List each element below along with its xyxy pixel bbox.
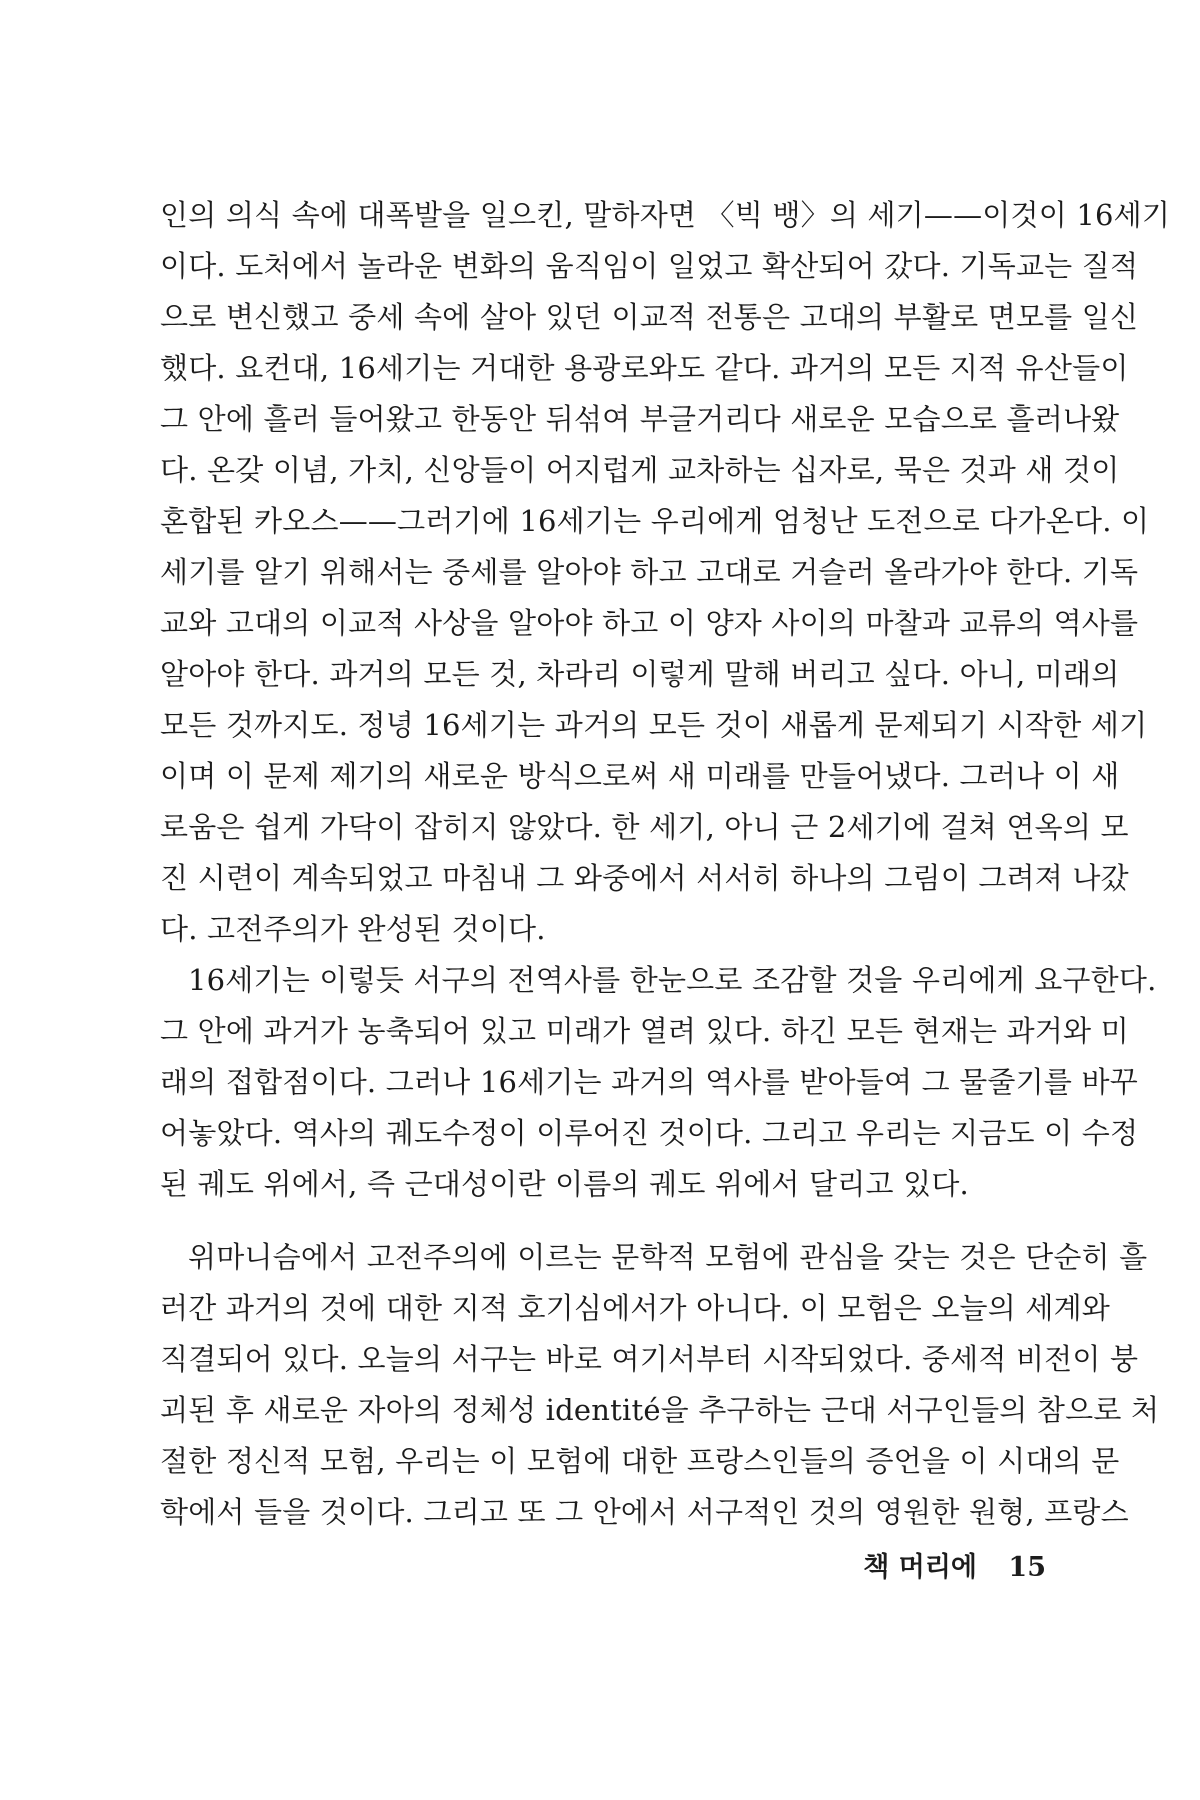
text-line: 래의 접합점이다. 그러나 16세기는 과거의 역사를 받아들여 그 물줄기를 바꾸	[160, 1065, 1138, 1099]
text-line: 진 시련이 계속되었고 마침내 그 와중에서 서서히 하나의 그림이 그려져 나갔	[160, 861, 1129, 895]
paragraph-2	[160, 955, 1157, 1210]
text-line: 교와 고대의 이교적 사상을 알아야 하고 이 양자 사이의 마찰과 교류의 역사를	[160, 606, 1139, 640]
text-line: 학에서 들을 것이다. 그리고 또 그 안에서 서구적인 것의 영원한 원형, 프랑스	[160, 1495, 1129, 1529]
footer-title: 책 머리에	[863, 1552, 978, 1583]
text-line: 16세기는 이렇듯 서구의 전역사를 한눈으로 조감할 것을 우리에게 요구한다.	[188, 963, 1157, 997]
text-line: 인의 의식 속에 대폭발을 일으킨, 말하자면 〈빅 뱅〉의 세기——이것이 16세기	[160, 198, 1171, 232]
text-line: 로움은 쉽게 가닥이 잡히지 않았다. 한 세기, 아니 근 2세기에 걸쳐 연옥의 모	[160, 810, 1129, 844]
page-number: 15	[1008, 1552, 1046, 1583]
text-line: 절한 정신적 모험, 우리는 이 모험에 대한 프랑스인들의 증언을 이 시대의 문	[160, 1444, 1120, 1478]
text-line: 알아야 한다. 과거의 모든 것, 차라리 이렇게 말해 버리고 싶다. 아니, 미래의	[160, 657, 1120, 691]
running-footer	[863, 1548, 1046, 1588]
paragraph-3	[160, 1232, 1160, 1538]
text-line: 으로 변신했고 중세 속에 살아 있던 이교적 전통은 고대의 부활로 면모를 일신	[160, 300, 1139, 334]
text-line: 혼합된 카오스——그러기에 16세기는 우리에게 엄청난 도전으로 다가온다. 이	[160, 504, 1150, 538]
text-line: 러간 과거의 것에 대한 지적 호기심에서가 아니다. 이 모험은 오늘의 세계와	[160, 1291, 1111, 1325]
text-line: 다. 고전주의가 완성된 것이다.	[160, 912, 546, 946]
text-line: 했다. 요컨대, 16세기는 거대한 용광로와도 같다. 과거의 모든 지적 유산들이	[160, 351, 1129, 385]
text-line: 모든 것까지도. 정녕 16세기는 과거의 모든 것이 새롭게 문제되기 시작한 세기	[160, 708, 1148, 742]
text-line: 그 안에 흘러 들어왔고 한동안 뒤섞여 부글거리다 새로운 모습으로 흘러나왔	[160, 402, 1120, 436]
text-line: 이며 이 문제 제기의 새로운 방식으로써 새 미래를 만들어냈다. 그러나 이 새	[160, 759, 1120, 793]
paragraph-1	[160, 190, 1171, 955]
main-text-top	[160, 190, 1171, 1210]
text-line: 된 궤도 위에서, 즉 근대성이란 이름의 궤도 위에서 달리고 있다.	[160, 1167, 969, 1201]
text-line: 괴된 후 새로운 자아의 정체성 identité을 추구하는 근대 서구인들의 참으로 처	[160, 1393, 1160, 1427]
text-line: 다. 온갖 이념, 가치, 신앙들이 어지럽게 교차하는 십자로, 묵은 것과 새 것이	[160, 453, 1120, 487]
text-line: 그 안에 과거가 농축되어 있고 미래가 열려 있다. 하긴 모든 현재는 과거와 미	[160, 1014, 1129, 1048]
text-line: 어놓았다. 역사의 궤도수정이 이루어진 것이다. 그리고 우리는 지금도 이 수정	[160, 1116, 1139, 1150]
text-line: 세기를 알기 위해서는 중세를 알아야 하고 고대로 거슬러 올라가야 한다. 기독	[160, 555, 1139, 589]
text-line: 이다. 도처에서 놀라운 변화의 움직임이 일었고 확산되어 갔다. 기독교는 질적	[160, 249, 1139, 283]
text-line: 직결되어 있다. 오늘의 서구는 바로 여기서부터 시작되었다. 중세적 비전이 붕	[160, 1342, 1139, 1376]
main-text-bottom	[160, 1232, 1160, 1538]
text-line: 위마니슴에서 고전주의에 이르는 문학적 모험에 관심을 갖는 것은 단순히 흘	[188, 1240, 1148, 1274]
